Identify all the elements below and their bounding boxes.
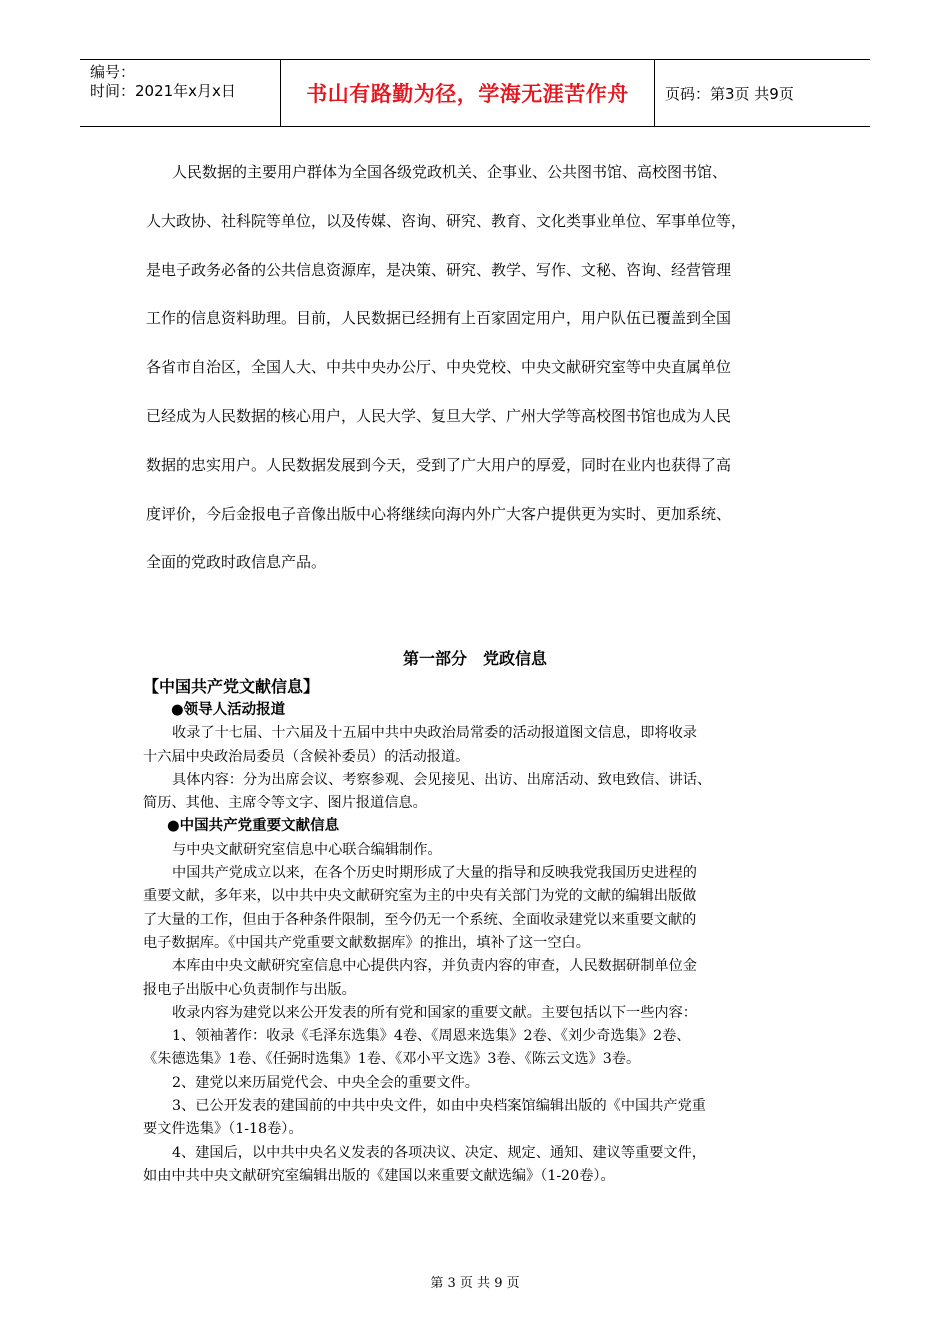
page-footer: 第 3 页 共 9 页 bbox=[430, 1276, 520, 1291]
body-line: 如由中共中央文献研究室编辑出版的《建国以来重要文献选编》（1-20卷）。 bbox=[143, 1167, 615, 1184]
date-label: 时间：2021年x月x日 bbox=[90, 82, 236, 100]
body-line: 电子数据库。《中国共产党重要文献数据库》的推出，填补了这一空白。 bbox=[143, 934, 590, 951]
body-line: 要文件选集》（1-18卷）。 bbox=[143, 1121, 303, 1138]
body-line: 与中央文献研究室信息中心联合编辑制作。 bbox=[172, 841, 442, 858]
category-title: 【中国共产党文献信息】 bbox=[143, 677, 320, 696]
intro-line: 人大政协、社科院等单位，以及传媒、咨询、研究、教育、文化类事业单位、军事单位等， bbox=[146, 211, 747, 230]
intro-line: 工作的信息资料助理。目前，人民数据已经拥有上百家固定用户，用户队伍已覆盖到全国 bbox=[146, 309, 732, 328]
body-line: 重要文献，多年来，以中共中央文献研究室为主的中央有关部门为党的文献的编辑出版做 bbox=[143, 888, 697, 905]
number-label: 编号： bbox=[90, 63, 136, 81]
body-line: 收录内容为建党以来公开发表的所有党和国家的重要文献。主要包括以下一些内容： bbox=[172, 1004, 697, 1021]
intro-line: 度评价，今后金报电子音像出版中心将继续向海内外广大客户提供更为实时、更加系统、 bbox=[146, 504, 732, 523]
section-title: 第一部分 党政信息 bbox=[402, 649, 547, 668]
bullet-heading-important-documents: ●中国共产党重要文献信息 bbox=[167, 818, 340, 835]
intro-line: 已经成为人民数据的核心用户，人民大学、复旦大学、广州大学等高校图书馆也成为人民 bbox=[146, 406, 732, 425]
body-line: 简历、其他、主席令等文字、图片报道信息。 bbox=[143, 795, 427, 812]
body-line: 3、已公开发表的建国前的中共中央文件，如由中央档案馆编辑出版的《中国共产党重 bbox=[172, 1098, 706, 1115]
body-line: 中国共产党成立以来，在各个历史时期形成了大量的指导和反映我党我国历史进程的 bbox=[172, 865, 697, 882]
body-line: 1、领袖著作：收录《毛泽东选集》4卷、《周恩来选集》2卷、《刘少奇选集》2卷、 bbox=[172, 1028, 691, 1045]
body-line: 2、建党以来历届党代会、中央全会的重要文件。 bbox=[172, 1074, 479, 1091]
intro-line: 全面的党政时政信息产品。 bbox=[146, 553, 327, 572]
header-motto: 书山有路勤为径，学海无涯苦作舟 bbox=[281, 60, 655, 126]
body-line: 4、建国后，以中共中央名义发表的各项决议、决定、规定、通知、建议等重要文件， bbox=[172, 1144, 706, 1161]
intro-line: 是电子政务必备的公共信息资源库，是决策、研究、教学、写作、文秘、咨询、经营管理 bbox=[146, 260, 732, 279]
intro-line: 各省市自治区，全国人大、中共中央办公厅、中央党校、中央文献研究室等中央直属单位 bbox=[146, 358, 732, 377]
body-line: 本库由中央文献研究室信息中心提供内容，并负责内容的审查，人民数据研制单位金 bbox=[172, 958, 697, 975]
bullet-heading-leader-activities: ●领导人活动报道 bbox=[171, 702, 286, 718]
header-meta bbox=[80, 60, 281, 126]
intro-paragraph bbox=[146, 148, 816, 587]
body-line: 收录了十七届、十六届及十五届中共中央政治局常委的活动报道图文信息，即将收录 bbox=[172, 725, 697, 742]
body-line: 报电子出版中心负责制作与出版。 bbox=[143, 981, 356, 998]
header-page-label: 页码：第3页 共9页 bbox=[665, 84, 794, 103]
body-line: 了大量的工作，但由于各种条件限制，至今仍无一个系统、全面收录建党以来重要文献的 bbox=[143, 911, 697, 928]
body-line: 十六届中央政治局委员（含候补委员）的活动报道。 bbox=[143, 748, 470, 765]
body-line: 具体内容：分为出席会议、考察参观、会见接见、出访、出席活动、致电致信、讲话、 bbox=[172, 771, 712, 788]
intro-line: 数据的忠实用户。人民数据发展到今天，受到了广大用户的厚爱，同时在业内也获得了高 bbox=[146, 455, 732, 474]
body-line: 《朱德选集》1卷、《任弼时选集》1卷、《邓小平文选》3卷、《陈云文选》3卷。 bbox=[143, 1051, 641, 1068]
intro-line: 人民数据的主要用户群体为全国各级党政机关、企事业、公共图书馆、高校图书馆、 bbox=[172, 163, 728, 181]
document-body bbox=[143, 699, 823, 1188]
document-header bbox=[80, 59, 870, 127]
